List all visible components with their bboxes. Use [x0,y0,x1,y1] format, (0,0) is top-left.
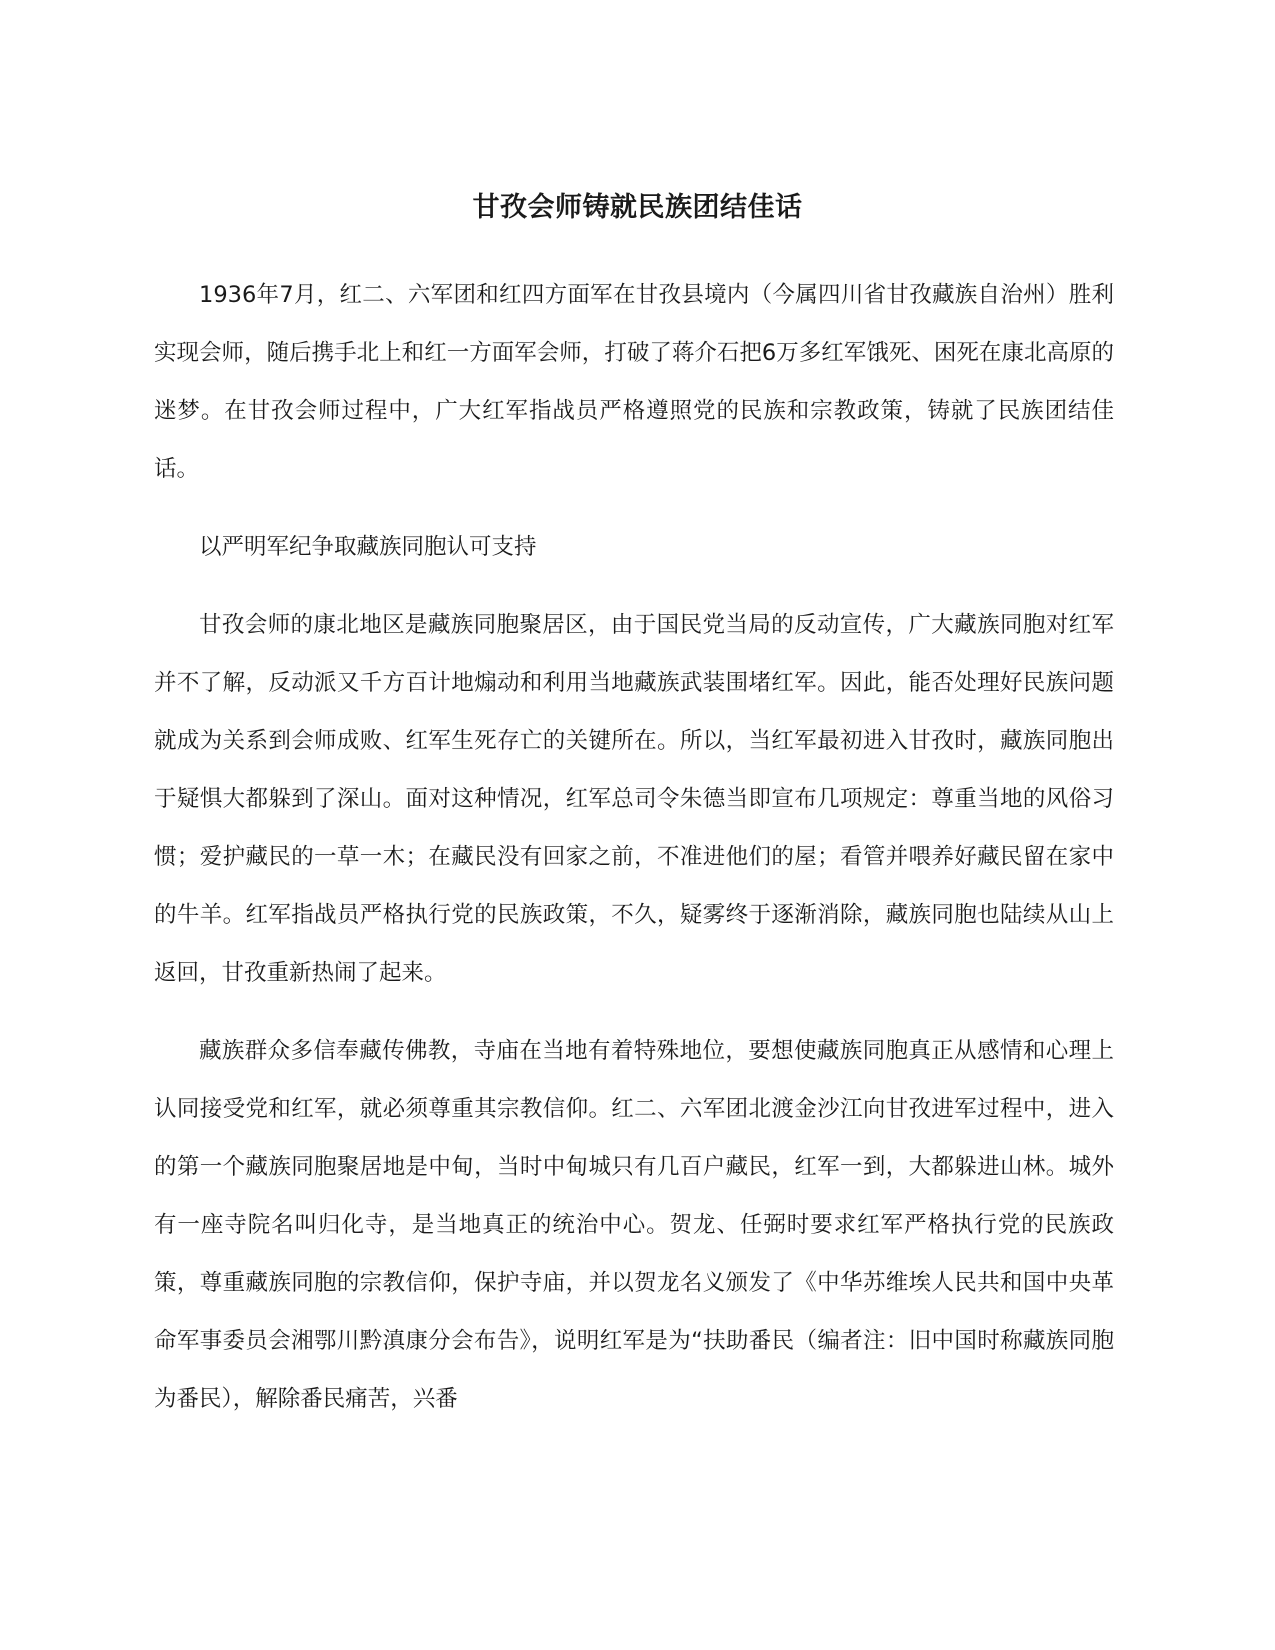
section-heading: 以严明军纪争取藏族同胞认可支持 [199,534,537,560]
paragraph-discipline: 甘孜会师的康北地区是藏族同胞聚居区，由于国民党当局的反动宣传，广大藏族同胞对红军并不了解，反动派又千方百计地煽动和利用当地藏族武装围堵红军。因此，能否处理好民族问题就成为关系到会师成败、红军生死存亡的关键所在。所以，当红军最初进入甘孜时，藏族同胞出于疑惧大都躲到了深山。面对这种情况，红军总司令朱德当即宣布几项规定：尊重当地的风俗习惯；爱护藏民的一草一木；在藏民没有回家之前，不准进他们的屋；看管并喂养好藏民留在家中的牛羊。红军指战员严格执行党的民族政策，不久，疑雾终于逐渐消除，藏族同胞也陆续从山上返回，甘孜重新热闹了起来。 [154,612,1114,986]
paragraph-intro: 1936年7月，红二、六军团和红四方面军在甘孜县境内（今属四川省甘孜藏族自治州）胜利实现会师，随后携手北上和红一方面军会师，打破了蒋介石把6万多红军饿死、困死在康北高原的迷梦。在甘孜会师过程中，广大红军指战员严格遵照党的民族和宗教政策，铸就了民族团结佳话。 [154,282,1114,482]
paragraph-religion: 藏族群众多信奉藏传佛教，寺庙在当地有着特殊地位，要想使藏族同胞真正从感情和心理上认同接受党和红军，就必须尊重其宗教信仰。红二、六军团北渡金沙江向甘孜进军过程中，进入的第一个藏族同胞聚居地是中甸，当时中甸城只有几百户藏民，红军一到，大都躲进山林。城外有一座寺院名叫归化寺，是当地真正的统治中心。贺龙、任弼时要求红军严格执行党的民族政策，尊重藏族同胞的宗教信仰，保护寺庙，并以贺龙名义颁发了《中华苏维埃人民共和国中央革命军事委员会湘鄂川黔滇康分会布告》，说明红军是为“扶助番民（编者注：旧中国时称藏族同胞为番民），解除番民痛苦，兴番 [154,1038,1114,1412]
document-title: 甘孜会师铸就民族团结佳话 [472,192,803,223]
document-body [154,266,1114,1448]
